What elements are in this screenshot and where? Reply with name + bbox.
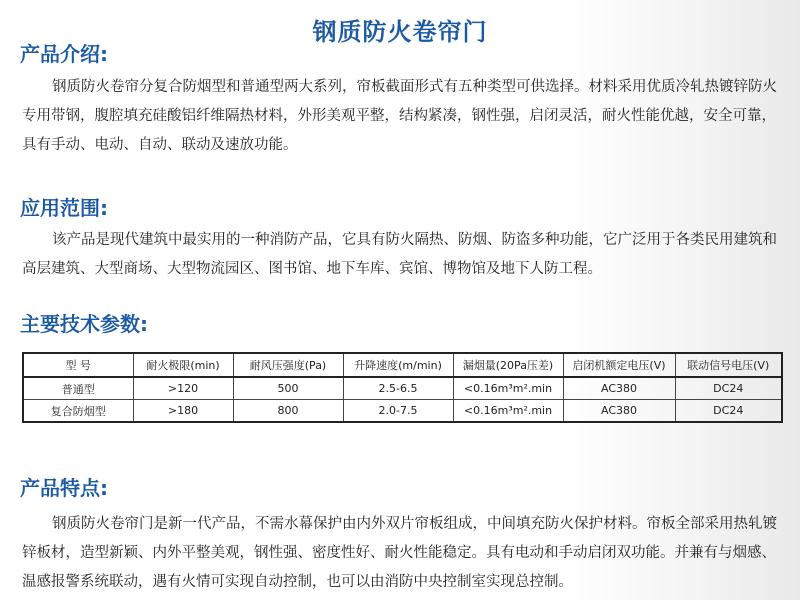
table-cell: 500 <box>233 377 343 400</box>
table-cell: DC24 <box>675 377 782 400</box>
table-header-cell: 升降速度(m/min) <box>343 353 453 377</box>
section-heading-features: 产品特点: <box>20 476 108 500</box>
table-header-cell: 启闭机额定电压(V) <box>563 353 675 377</box>
table-cell: DC24 <box>675 400 782 423</box>
table-header-row <box>23 353 782 377</box>
section-heading-intro: 产品介绍: <box>20 42 108 66</box>
table-header-cell: 耐风压强度(Pa) <box>233 353 343 377</box>
table-row <box>23 377 782 400</box>
table-header-cell: 耐火极限(min) <box>133 353 233 377</box>
table-header-cell: 型 号 <box>23 353 133 377</box>
table-cell: 800 <box>233 400 343 423</box>
section-text-scope: 该产品是现代建筑中最实用的一种消防产品，它具有防火隔热、防烟、防盗多种功能，它广泛用于各类民用建筑和高层建筑、大型商场、大型物流园区、图书馆、地下车库、宾馆、博物馆及地下人防工程。 <box>22 232 777 277</box>
table-cell: 2.5-6.5 <box>343 377 453 400</box>
table-cell: 普通型 <box>23 377 133 400</box>
table-cell: AC380 <box>563 400 675 423</box>
table-cell: <0.16m³m².min <box>453 377 563 400</box>
spec-table <box>22 352 783 423</box>
section-text-intro: 钢质防火卷帘分复合防烟型和普通型两大系列，帘板截面形式有五种类型可供选择。材料采用优质冷轧热镀锌防火专用带钢，腹腔填充硅酸铝纤维隔热材料，外形美观平整，结构紧凑，钢性强，启闭灵活，耐火性能优越，安全可靠，具有手动、电动、自动、联动及速放功能。 <box>22 79 777 153</box>
table-header-cell: 联动信号电压(V) <box>675 353 782 377</box>
table-row <box>23 400 782 423</box>
table-cell: 复合防烟型 <box>23 400 133 423</box>
table-cell: >180 <box>133 400 233 423</box>
table-cell: 2.0-7.5 <box>343 400 453 423</box>
table-header-cell: 漏烟量(20Pa压差) <box>453 353 563 377</box>
section-heading-scope: 应用范围: <box>20 196 108 220</box>
section-heading-params: 主要技术参数: <box>20 312 148 336</box>
table-cell: AC380 <box>563 377 675 400</box>
table-cell: >120 <box>133 377 233 400</box>
document-title: 钢质防火卷帘门 <box>312 18 488 46</box>
section-text-features: 钢质防火卷帘门是新一代产品，不需水幕保护由内外双片帘板组成，中间填充防火保护材料。帘板全部采用热轧镀锌板材，造型新颖、内外平整美观，钢性强、密度性好、耐火性能稳定。具有电动和手动启闭双功能。并兼有与烟感、温感报警系统联动，遇有火情可实现自动控制，也可以由消防中央控制室实现总控制。 <box>22 516 777 590</box>
table-cell: <0.16m³m².min <box>453 400 563 423</box>
